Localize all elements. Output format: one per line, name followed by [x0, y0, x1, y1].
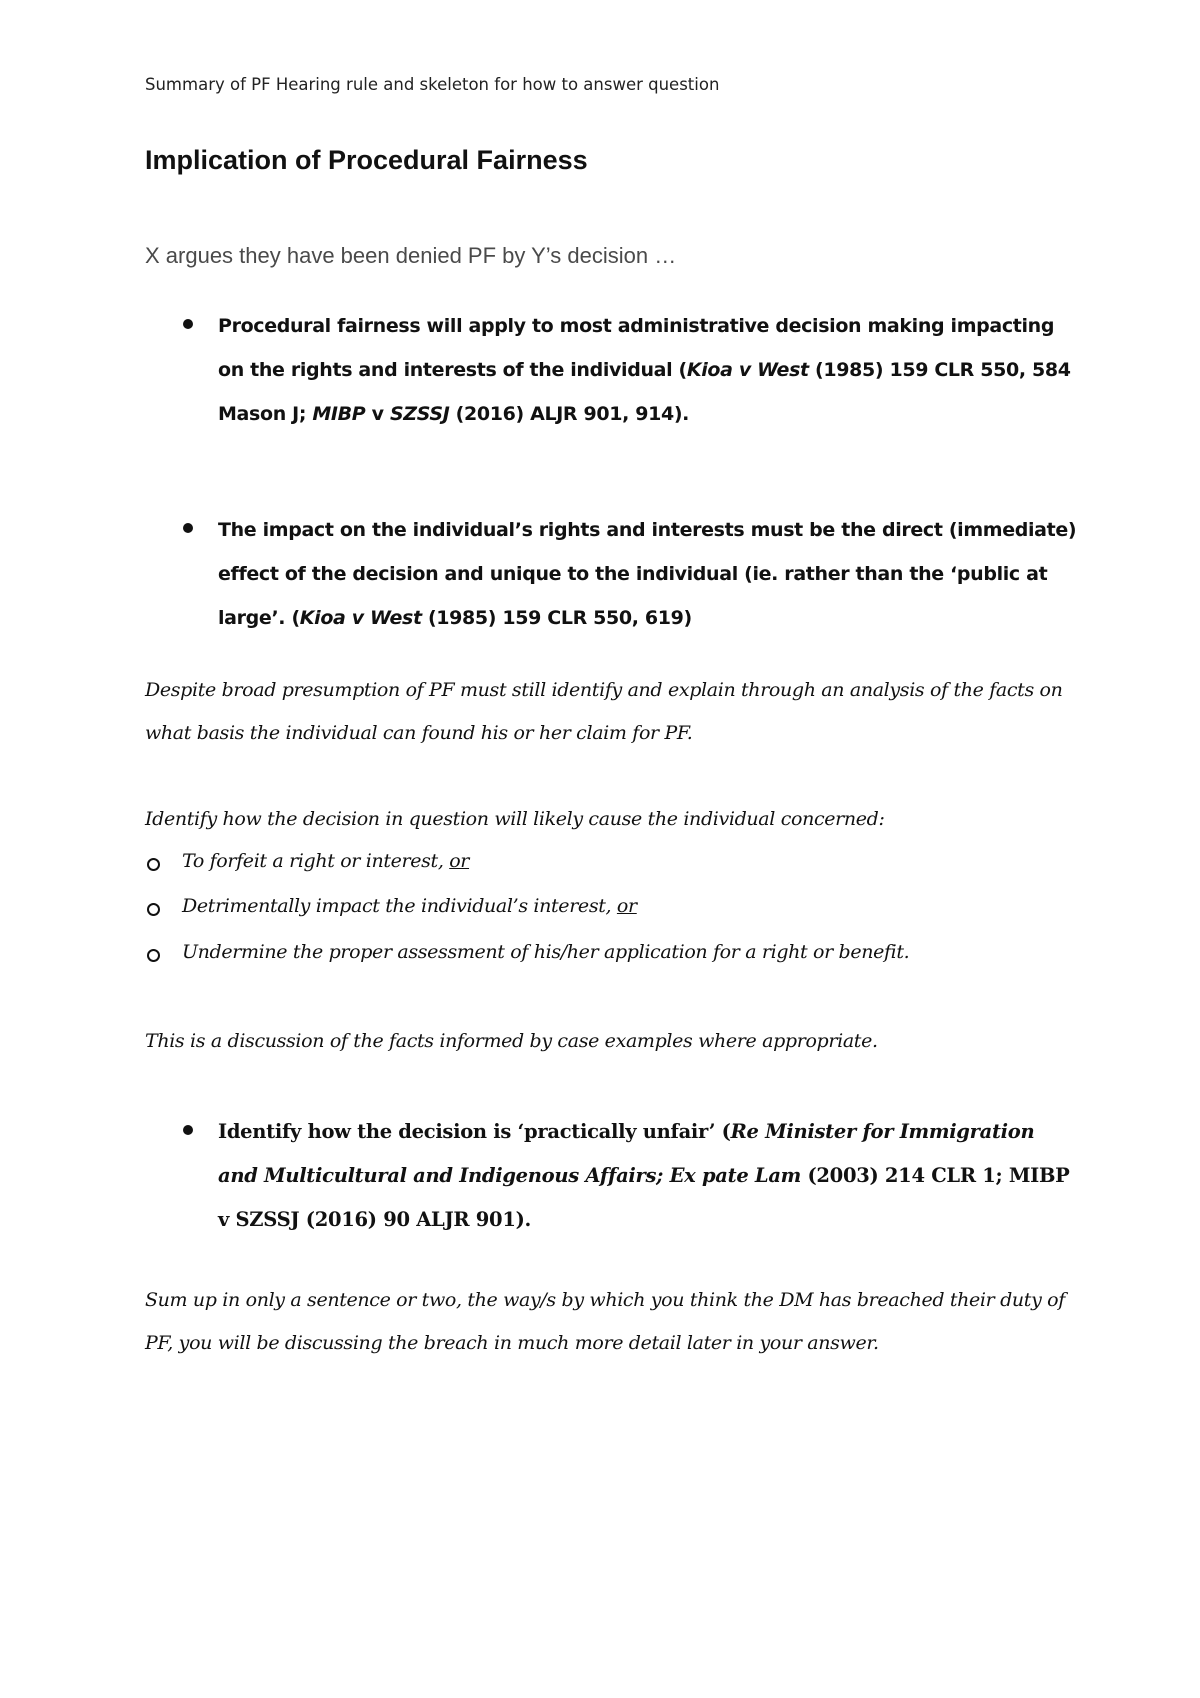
circle-bullet-icon — [147, 949, 160, 962]
summary-paragraph: Sum up in only a sentence or two, the way/s by which you think the DM has breached their duty of PF, you will be discussing the breach in much more detail later in your answer. — [145, 1289, 1065, 1354]
document-title: Implication of Procedural Fairness — [145, 145, 588, 175]
bullet-item-1: Procedural fairness will apply to most administrative decision making impacting on the rights and interests of the individual (Kioa v West (1985) 159 CLR 550, 584 Mason J; MIBP v SZSSJ (2016) ALJR 901, 914). — [218, 315, 1071, 425]
sub-item-1: To forfeit a right or interest, or — [182, 850, 470, 872]
bullet-dot-icon — [183, 1125, 193, 1135]
intro-line: X argues they have been denied PF by Y’s decision … — [145, 243, 677, 268]
circle-bullet-icon — [147, 903, 160, 916]
bullet-item-3: Identify how the decision is ‘practically unfair’ (Re Minister for Immigration and Multicultural and Indigenous Affairs; Ex pate Lam (2003) 214 CLR 1; MIBP v SZSSJ (2016) 90 ALJR 901). — [218, 1120, 1070, 1231]
analysis-paragraph: Despite broad presumption of PF must still identify and explain through an analysis of the facts on what basis the individual can found his or her claim for PF. — [145, 679, 1063, 744]
header-note: Summary of PF Hearing rule and skeleton for how to answer question — [145, 75, 720, 94]
bullet-dot-icon — [183, 319, 193, 329]
discussion-paragraph: This is a discussion of the facts informed by case examples where appropriate. — [145, 1030, 878, 1052]
bullet-item-2: The impact on the individual’s rights and interests must be the direct (immediate) effect of the decision and unique to the individual (ie. rather than the ‘public at large’. (Kioa v West (1985) 159 CLR 550, 619) — [218, 519, 1077, 629]
sub-item-2: Detrimentally impact the individual’s interest, or — [182, 895, 637, 917]
circle-bullet-icon — [147, 858, 160, 871]
sub-item-3: Undermine the proper assessment of his/her application for a right or benefit. — [182, 941, 910, 963]
identify-paragraph: Identify how the decision in question will likely cause the individual concerned: — [145, 808, 885, 830]
bullet-dot-icon — [183, 523, 193, 533]
